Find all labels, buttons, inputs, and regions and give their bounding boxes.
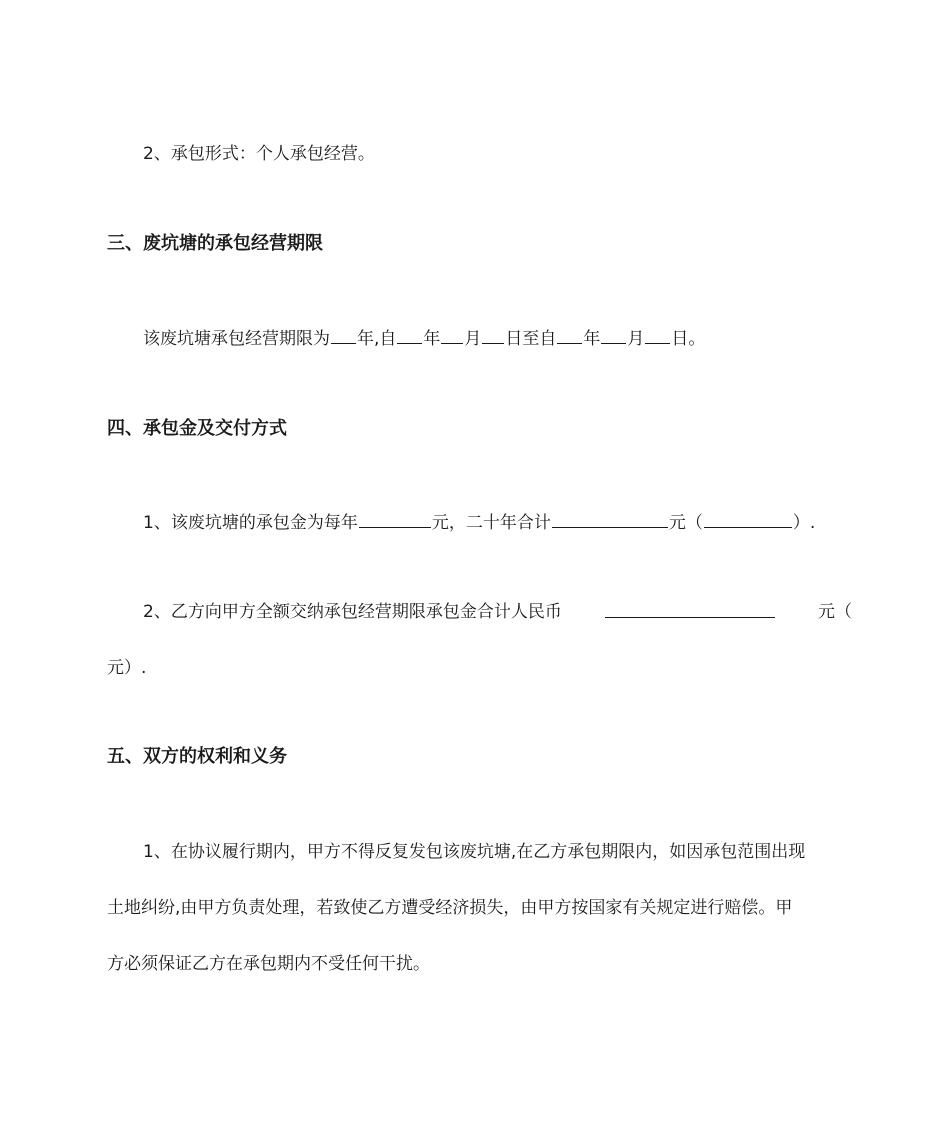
- start-year-blank: [397, 326, 422, 344]
- fee-text-1: 1、该废坑塘的承包金为每年: [143, 513, 358, 533]
- contract-form-item: [107, 142, 888, 166]
- fee-text-4: ）.: [792, 513, 816, 533]
- rights-paragraph-line1: 1、在协议履行期内，甲方不得反复发包该废坑塘,在乙方承包期限内，如因承包范围出现: [143, 842, 806, 862]
- section-4-heading: 四、承包金及交付方式: [107, 418, 287, 439]
- term-text-1: 该废坑塘承包经营期限为: [143, 329, 330, 349]
- payment-text-2: 元（: [817, 602, 852, 622]
- section-3-heading: 三、废坑塘的承包经营期限: [107, 233, 323, 254]
- payment-text-1: 2、乙方向甲方全额交纳承包经营期限承包金合计人民币: [143, 602, 562, 622]
- term-text-5: 日至自: [505, 329, 557, 349]
- rights-paragraph-line3: 方必须保证乙方在承包期内不受任何干扰。: [107, 954, 430, 974]
- rights-paragraph-line2: 土地纠纷,由甲方负责处理，若致使乙方遭受经济损失，由甲方按国家有关规定进行赔偿。甲: [107, 898, 793, 918]
- term-paragraph: [107, 326, 888, 351]
- term-text-7: 月: [627, 329, 645, 349]
- fee-text-3: 元（: [668, 513, 703, 533]
- payment-amount-blank: [605, 600, 775, 618]
- end-month-blank: [601, 326, 626, 344]
- total-fee-blank: [552, 510, 668, 528]
- term-text-6: 年: [583, 329, 601, 349]
- start-day-blank: [482, 326, 504, 344]
- term-text-2: 年,自: [357, 329, 397, 349]
- fee-paragraph-1: [107, 510, 888, 535]
- term-text-8: 日。: [671, 329, 706, 349]
- start-month-blank: [441, 326, 463, 344]
- years-blank: [331, 326, 356, 344]
- term-text-3: 年: [423, 329, 441, 349]
- end-day-blank: [645, 326, 670, 344]
- fee-paragraph-2-row: [107, 600, 852, 624]
- annual-fee-blank: [359, 510, 431, 528]
- fee-text-2: 元，二十年合计: [431, 513, 551, 533]
- end-year-blank: [557, 326, 582, 344]
- fee-paragraph-2-line2: 元）.: [107, 658, 147, 678]
- total-fee-words-blank: [704, 510, 792, 528]
- term-text-4: 月: [464, 329, 482, 349]
- contract-form-text: 2、承包形式：个人承包经营。: [143, 144, 375, 164]
- section-5-heading: 五、双方的权利和义务: [107, 746, 287, 767]
- fee-paragraph-2-line1: [107, 600, 852, 624]
